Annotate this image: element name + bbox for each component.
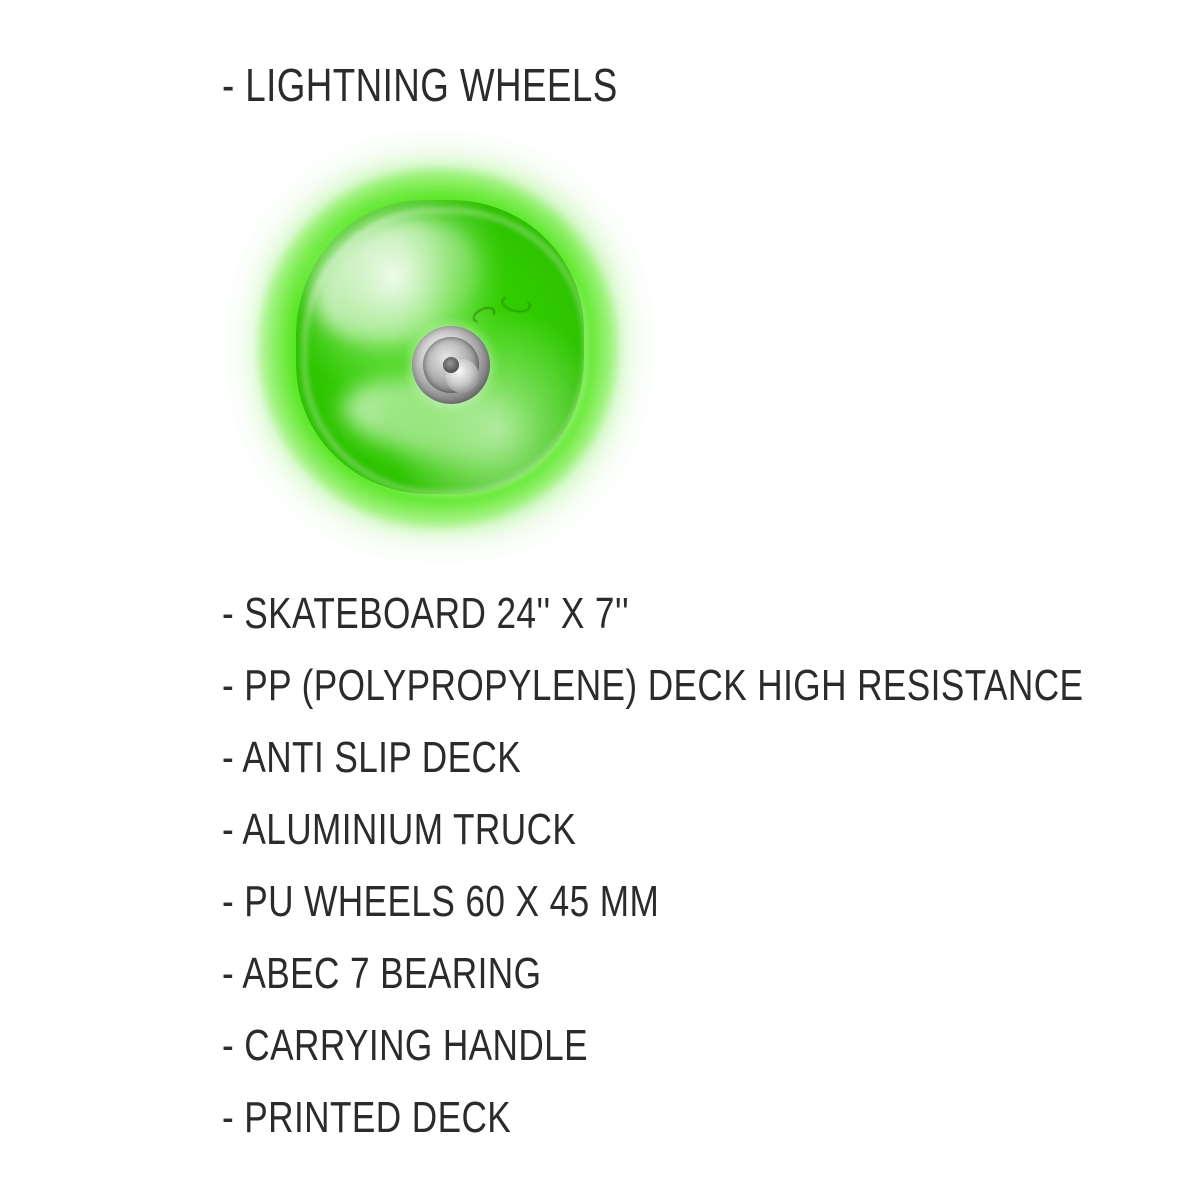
list-item: - ABEC 7 BEARING <box>222 949 542 998</box>
wheel-body <box>296 200 584 494</box>
list-item: - PP (POLYPROPYLENE) DECK HIGH RESISTANCE <box>222 661 1084 710</box>
bearing-axle-hole <box>443 357 459 373</box>
spec-list <box>222 578 1122 1154</box>
page-title: - LIGHTNING WHEELS <box>222 59 618 111</box>
wheel-hub-bearing <box>412 326 490 404</box>
product-image-wheel <box>258 168 618 528</box>
list-item: - PRINTED DECK <box>222 1093 512 1142</box>
list-item: - SKATEBOARD 24'' X 7'' <box>222 589 630 638</box>
list-item: - CARRYING HANDLE <box>222 1021 589 1070</box>
list-item: - ALUMINIUM TRUCK <box>222 805 577 854</box>
list-item: - ANTI SLIP DECK <box>222 733 522 782</box>
list-item: - PU WHEELS 60 X 45 MM <box>222 877 660 926</box>
